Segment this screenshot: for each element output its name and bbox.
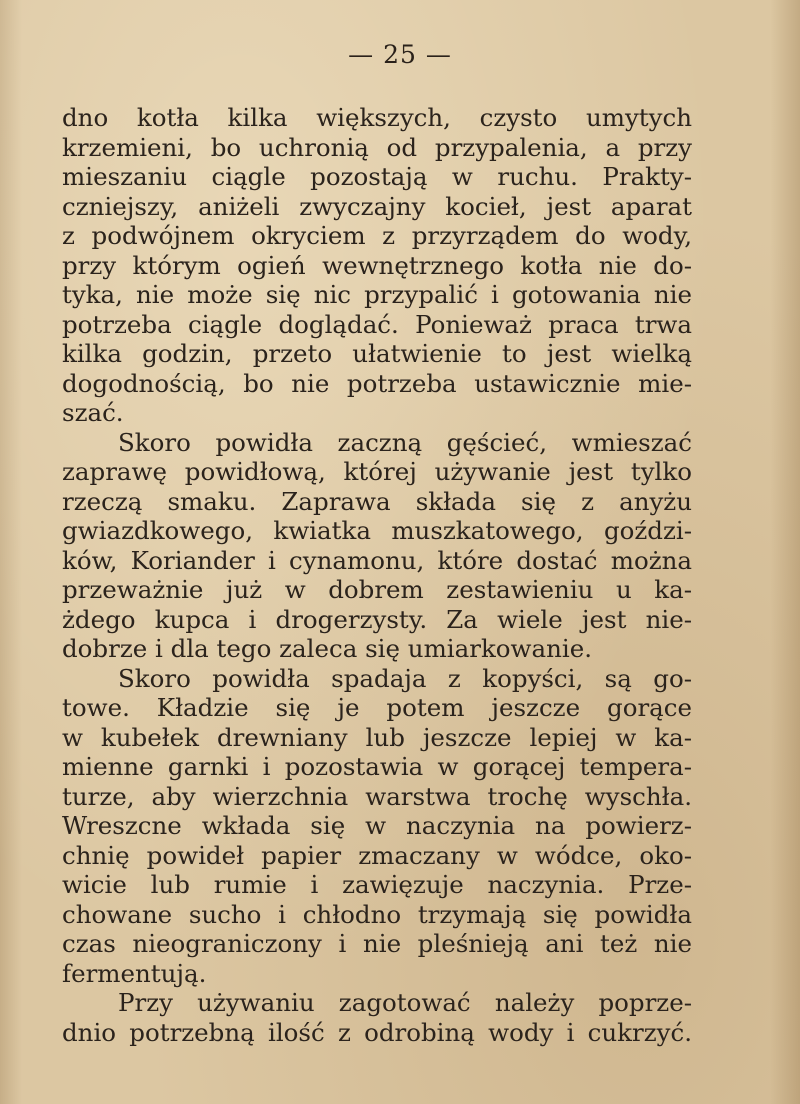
text-line: dnio potrzebną ilość z odrobiną wody i cukrzyć. (62, 1017, 692, 1047)
text-line: zaprawę powidłową, której używanie jest tylko (62, 457, 692, 486)
text-line: gwiazdkowego, kwiatka muszkatowego, goździ- (62, 516, 692, 545)
text-line: rzeczą smaku. Zaprawa składa się z anyżu (62, 486, 692, 516)
text-line: ków, Koriander i cynamonu, które dostać można (62, 545, 692, 575)
text-line: czas nieograniczony i nie pleśnieją ani też nie (62, 929, 692, 958)
text-line: Skoro powidła zaczną gęścieć, wmieszać (118, 427, 692, 457)
text-line: potrzeba ciągle doglądać. Ponieważ praca trwa (62, 309, 692, 339)
text-line: dobrze i dla tego zaleca się umiarkowanie. (62, 634, 593, 663)
text-line: szać. (62, 398, 124, 427)
text-line: w kubełek drewniany lub jeszcze lepiej w ka- (62, 722, 692, 752)
text-line: fermentują. (62, 958, 207, 988)
body-text (62, 103, 692, 1047)
text-line: mienne garnki i pozostawia w gorącej tempera- (62, 752, 692, 781)
text-line: Przy używaniu zagotować należy poprze- (118, 988, 692, 1017)
text-line: chowane sucho i chłodno trzymają się powidła (62, 899, 692, 929)
text-line: z podwójnem okryciem z przyrządem do wody, (62, 221, 692, 250)
text-line: czniejszy, aniżeli zwyczajny kocieł, jest aparat (62, 191, 692, 221)
text-line: przy którym ogień wewnętrznego kotła nie do- (62, 250, 692, 280)
text-line: dno kotła kilka większych, czysto umytych (62, 103, 692, 132)
text-line: żdego kupca i drogerzysty. Za wiele jest nie- (62, 604, 692, 634)
text-line: chnię powideł papier zmaczany w wódce, oko- (62, 840, 692, 870)
text-line: kilka godzin, przeto ułatwienie to jest wielką (62, 339, 692, 368)
text-line: przeważnie już w dobrem zestawieniu u ka- (62, 575, 692, 604)
text-line: wicie lub rumie i zawięzuje naczynia. Prze- (62, 870, 692, 899)
text-line: mieszaniu ciągle pozostają w ruchu. Prakty- (62, 162, 692, 191)
text-line: Skoro powidła spadaja z kopyści, są go- (118, 663, 692, 693)
text-line: turze, aby wierzchnia warstwa trochę wyschła. (62, 781, 692, 811)
text-line: Wreszcne wkłada się w naczynia na powierz- (62, 811, 692, 840)
text-line: towe. Kładzie się je potem jeszcze gorące (62, 693, 692, 722)
text-line: dogodnością, bo nie potrzeba ustawicznie mie- (62, 368, 692, 398)
text-line: tyka, nie może się nic przypalić i gotowania nie (62, 280, 692, 309)
text-line: krzemieni, bo uchronią od przypalenia, a przy (62, 132, 692, 162)
page-number: — 25 — (348, 40, 452, 69)
